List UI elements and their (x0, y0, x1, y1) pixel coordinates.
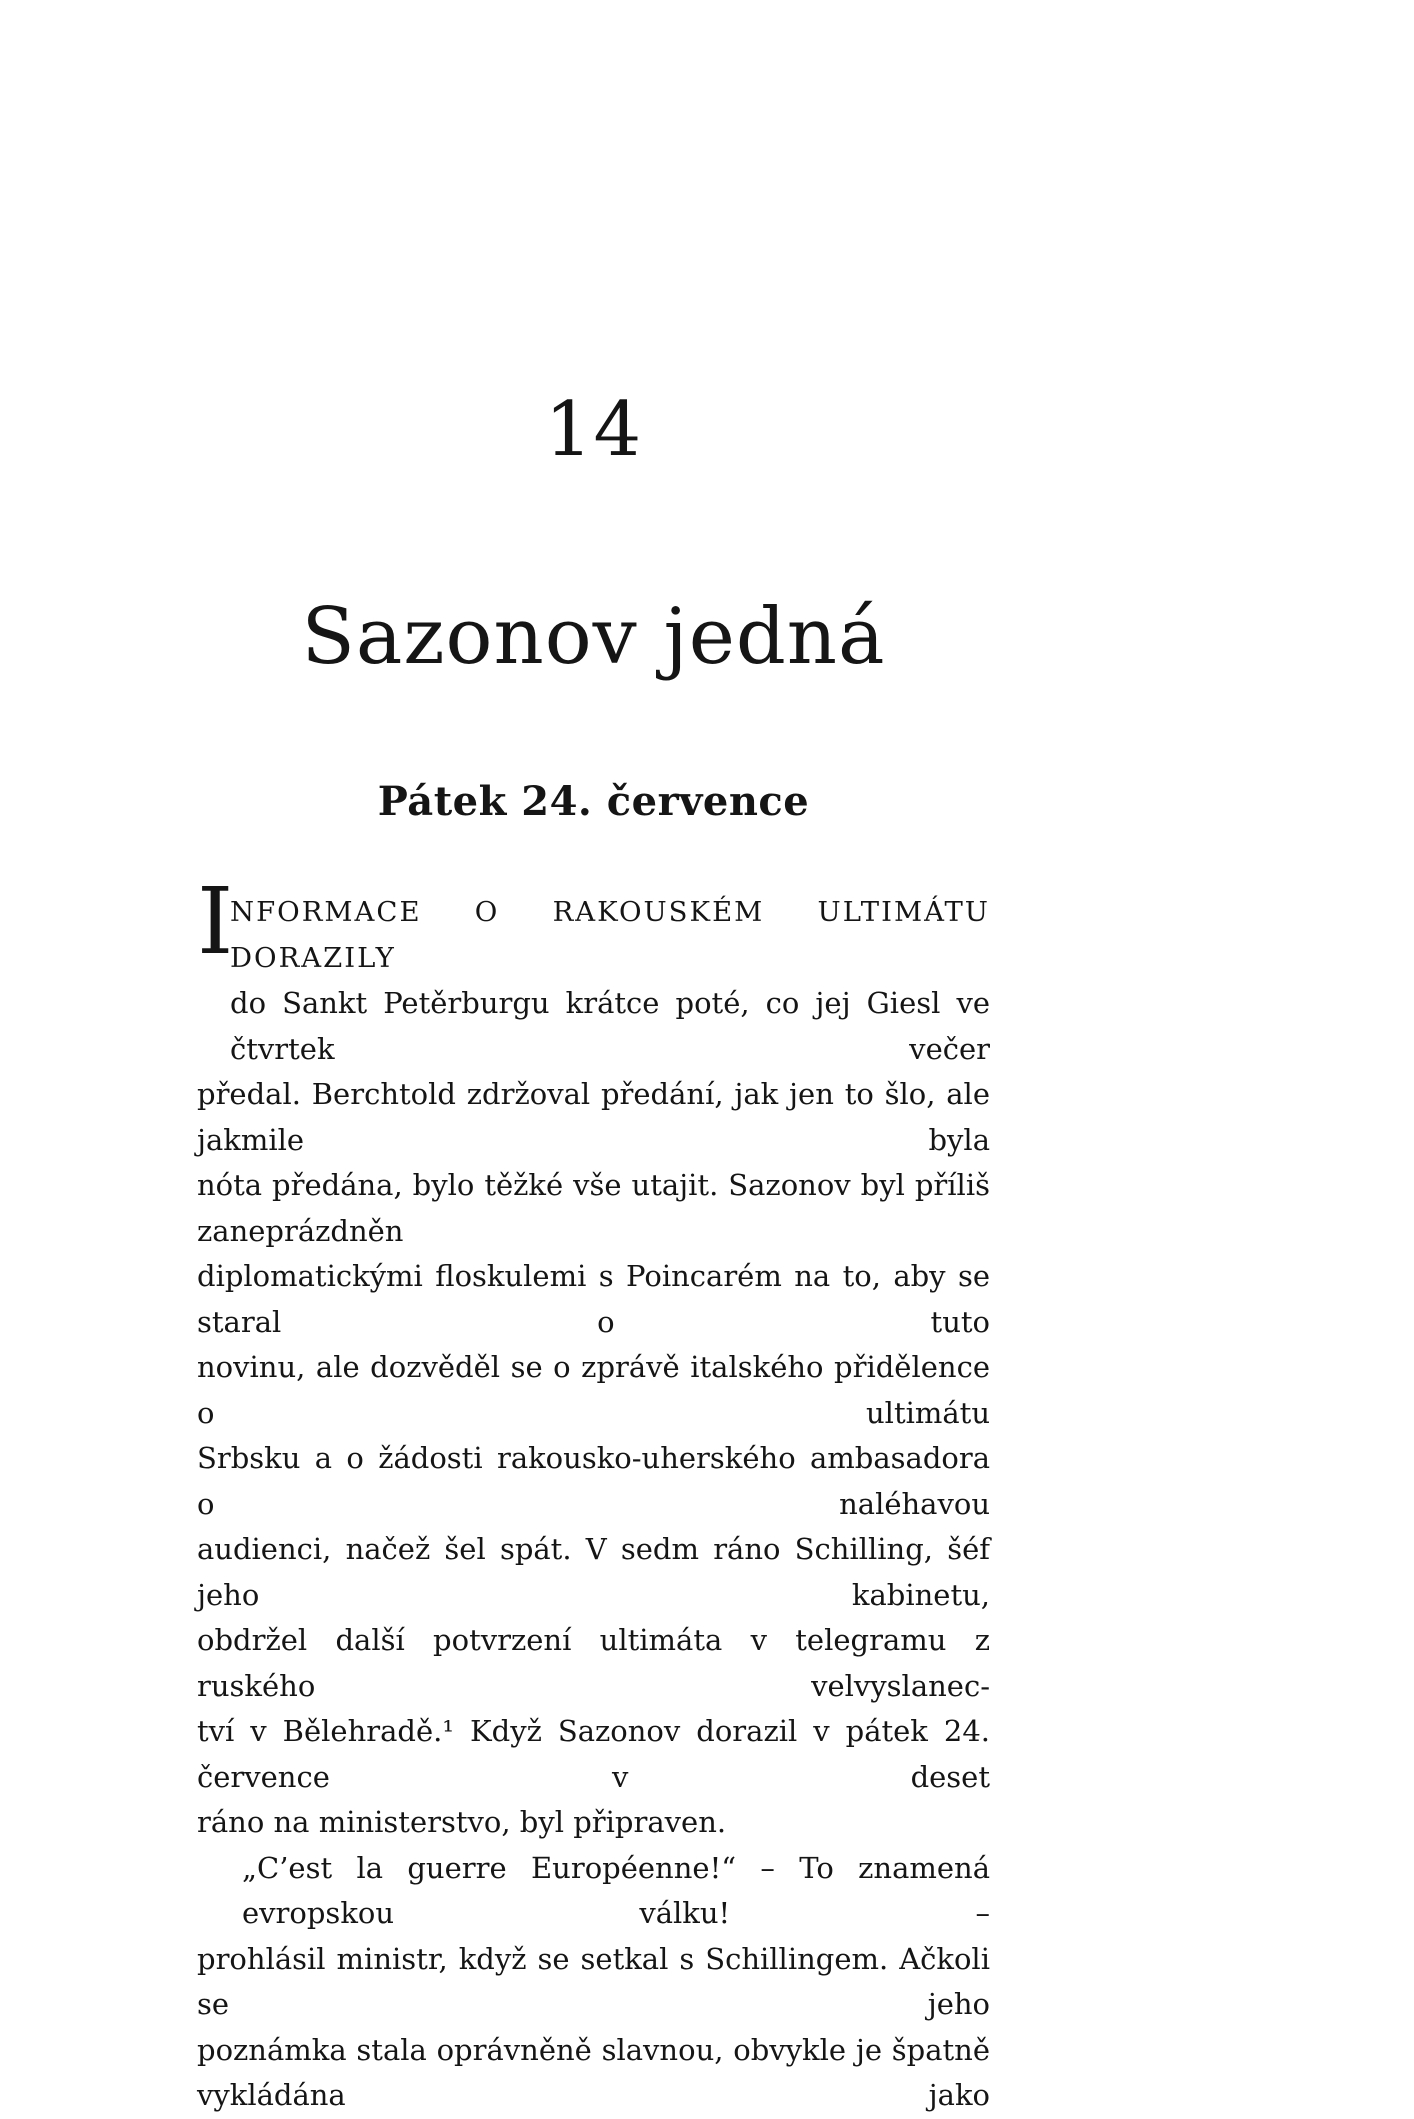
text-line: poznámka stala oprávněně slavnou, obvykle je špatně vykládána jako (197, 2032, 990, 2112)
text-line: tví v Bělehradě.¹ Když Sazonov dorazil v pátek 24. července v deset (197, 1714, 990, 1794)
body-text (197, 868, 990, 2119)
text-line: NFORMACE O RAKOUSKÉM ULTIMÁTU DORAZILY (230, 896, 990, 974)
text-line: audienci, načež šel spát. V sedm ráno Schilling, šéf jeho kabinetu, (197, 1532, 990, 1612)
text-column (197, 0, 990, 2112)
text-line: prohlásil ministr, když se setkal s Schillingem. Ačkoli se jeho (197, 1941, 990, 2021)
drop-cap: I (197, 868, 234, 975)
text-line: diplomatickými floskulemi s Poincarém na to, aby se staral o tuto (197, 1259, 990, 1339)
text-line: novinu, ale dozvěděl se o zprávě italského přidělence o ultimátu (197, 1350, 990, 1430)
text-line: do Sankt Petěrburgu krátce poté, co jej Giesl ve čtvrtek večer (230, 986, 990, 1066)
paragraph (197, 1846, 990, 2119)
paragraph (197, 868, 990, 1846)
text-line: „C’est la guerre Européenne!“ – To znamená evropskou válku! – (242, 1850, 990, 1930)
text-line: Srbsku a o žádosti rakousko-uherského ambasadora o naléhavou (197, 1441, 990, 1521)
chapter-title: Sazonov jedná (301, 592, 886, 682)
text-line: nóta předána, bylo těžké vše utajit. Sazonov byl příliš zaneprázdněn (197, 1168, 990, 1248)
text-line: předal. Berchtold zdržoval předání, jak jen to šlo, ale jakmile byla (197, 1077, 990, 1157)
text-line: obdržel další potvrzení ultimáta v telegramu z ruského velvyslanec- (197, 1623, 990, 1703)
chapter-number: 14 (544, 385, 643, 473)
section-heading: Pátek 24. července (377, 778, 810, 825)
text-line: ráno na ministerstvo, byl připraven. (197, 1805, 727, 1839)
